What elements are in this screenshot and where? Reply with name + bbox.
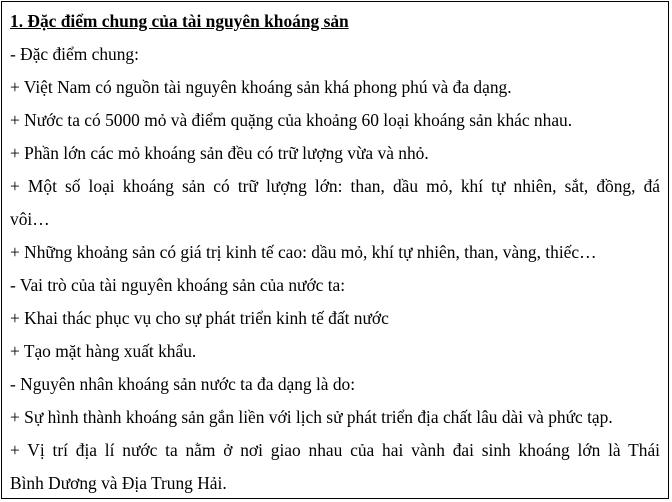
document-content bbox=[10, 5, 660, 500]
text-line: + Tạo mặt hàng xuất khẩu. bbox=[10, 341, 197, 361]
text-line: vôi… bbox=[10, 209, 50, 229]
text-line: - Nguyên nhân khoáng sản nước ta đa dạng là do: bbox=[10, 374, 356, 394]
text-line: + Phần lớn các mỏ khoáng sản đều có trữ lượng vừa và nhỏ. bbox=[10, 143, 429, 163]
text-line: + Sự hình thành khoáng sản gắn liền với lịch sử phát triển địa chất lâu dài và phức tạp. bbox=[10, 407, 613, 427]
text-line: + Việt Nam có nguồn tài nguyên khoáng sản khá phong phú và đa dạng. bbox=[10, 77, 512, 97]
text-line: + Những khoảng sản có giá trị kinh tế cao: dầu mỏ, khí tự nhiên, than, vàng, thiếc… bbox=[10, 242, 597, 262]
text-line: + Khai thác phục vụ cho sự phát triển kinh tế đất nước bbox=[10, 308, 389, 328]
document-box bbox=[1, 1, 669, 499]
text-line: - Vai trò của tài nguyên khoáng sản của nước ta: bbox=[10, 275, 346, 295]
text-line: - Đặc điểm chung: bbox=[10, 44, 139, 64]
text-line: + Một số loại khoáng sản có trữ lượng lớn: than, dầu mỏ, khí tự nhiên, sắt, đồng, đá bbox=[10, 176, 660, 196]
text-line: + Vị trí địa lí nước ta nằm ở nơi giao nhau của hai vành đai sinh khoáng lớn là Thái bbox=[10, 440, 660, 460]
text-line: + Nước ta có 5000 mỏ và điểm quặng của khoảng 60 loại khoáng sản khác nhau. bbox=[10, 110, 573, 130]
text-line: Bình Dương và Địa Trung Hải. bbox=[10, 473, 227, 493]
section-title: 1. Đặc điểm chung của tài nguyên khoáng sản bbox=[10, 11, 349, 31]
